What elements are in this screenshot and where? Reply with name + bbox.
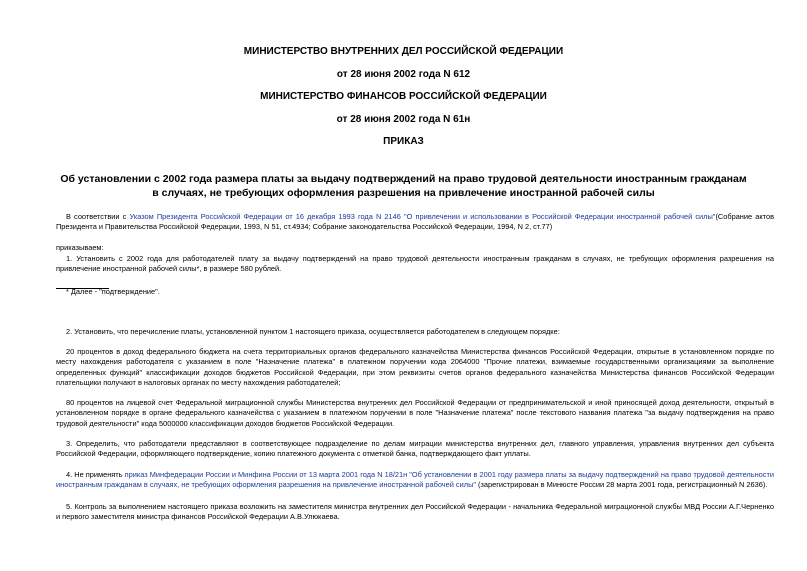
preamble-prefix: В соответствии с [66, 212, 130, 221]
document-type: ПРИКАЗ [383, 136, 424, 147]
order-date-2: от 28 июня 2002 года N 61н [336, 114, 471, 125]
item-4-suffix: (зарегистрирован в Минюсте России 28 марта 2001 года, регистрационный N 2636). [476, 480, 768, 490]
item-1: 1. Установить с 2002 года для работодателей плату за выдачу подтверждений на право трудовой деятельности иностранным гражданам в случаях, не требующих оформления разрешения на привлечение иностранной рабочей силы*, в размере 580 рублей. [56, 254, 774, 274]
item-2b: 80 процентов на лицевой счет Федеральной миграционной службы Министерства внутренних дел Российской Федерации от предпринимательской и иной приносящей доход деятельности, открытый в установленном порядке в органе федерального казначейства с указанием в платежном поручении в поле "Назначение платежа" после текстового названия платежа "за выдачу подтверждения на право трудовой деятельности" кода 5000000 классификации доходов бюджетов Российской Федерации. [56, 398, 774, 428]
ministry-header-2: МИНИСТЕРСТВО ФИНАНСОВ РОССИЙСКОЙ ФЕДЕРАЦИИ [260, 91, 547, 102]
preamble-paragraph [56, 212, 774, 233]
item-5: 5. Контроль за выполнением настоящего приказа возложить на заместителя министра внутренних дел Российской Федерации - начальника Федеральной миграционной службы МВД России А.Г.Черненко и первого заместителя министра финансов Российской Федерации А.В.Улюкаева. [56, 502, 774, 522]
item-2: 2. Установить, что перечисление платы, установленной пунктом 1 настоящего приказа, осуществляется работодателем в следующем порядке: [66, 327, 560, 336]
item-4-prefix: 4. Не применять [66, 470, 125, 479]
presidential-decree-link[interactable]: Указом Президента Российской Федерации от 16 декабря 1993 года N 2146 [129, 212, 401, 221]
footnote: * Далее - "подтверждение". [66, 287, 160, 296]
decree-title-link[interactable]: "О привлечении и использовании в Российской Федерации иностранной рабочей силы" [403, 212, 716, 221]
ministry-header-1: МИНИСТЕРСТВО ВНУТРЕННИХ ДЕЛ РОССИЙСКОЙ ФЕДЕРАЦИИ [243, 46, 564, 57]
item-4 [56, 470, 774, 491]
ministry-order-link[interactable]: приказ Минфедерации России и Минфина России от 13 марта 2001 года N 18/21н "Об установлении в 2001 году размера платы за выдачу подтверждений на право трудовой деятельности иностранным гражданам в случаях, не требующих оформления разрешения на привлечение иностранной рабочей силы" [56, 470, 774, 490]
item-2a: 20 процентов в доход федерального бюджета на счета территориальных органов федерального казначейства Министерства финансов Российской Федерации, открытые в установленном порядке по месту нахождения работодателя с указанием в поле "Назначение платежа" в платежном поручении кода 2064000 "Прочие платежи, взимаемые государственными организациями за выполнение определенных функций" классификации доходов бюджетов Российской Федерации, при этом реквизиты счетов органов федерального казначейства Министерства финансов Российской Федерации плательщики получают в налоговых органах по месту нахождения работодателей; [56, 347, 774, 387]
order-word: приказываем: [56, 243, 104, 252]
item-3: 3. Определить, что работодатели представляют в соответствующее подразделение по делам миграции министерства внутренних дел, главного управления, управления внутренних дел субъекта Российской Федерации, оформляющего подтверждение, копию платежного документа с отметкой банка, подтверждающего факт уплаты. [56, 439, 774, 459]
document-title: Об установлении с 2002 года размера платы за выдачу подтверждений на право трудовой деятельности иностранным гражданам в случаях, не требующих оформления разрешения на привлечение иностранной рабочей силы [60, 173, 747, 199]
order-date-1: от 28 июня 2002 года N 612 [336, 69, 471, 80]
preamble-suffix: (Собрание актов Президента и Правительства Российской Федерации, 1993, N 51, ст.4934; Собрание законодательства Российской Федерации, 1994, N 2, ст.77) [56, 212, 774, 232]
